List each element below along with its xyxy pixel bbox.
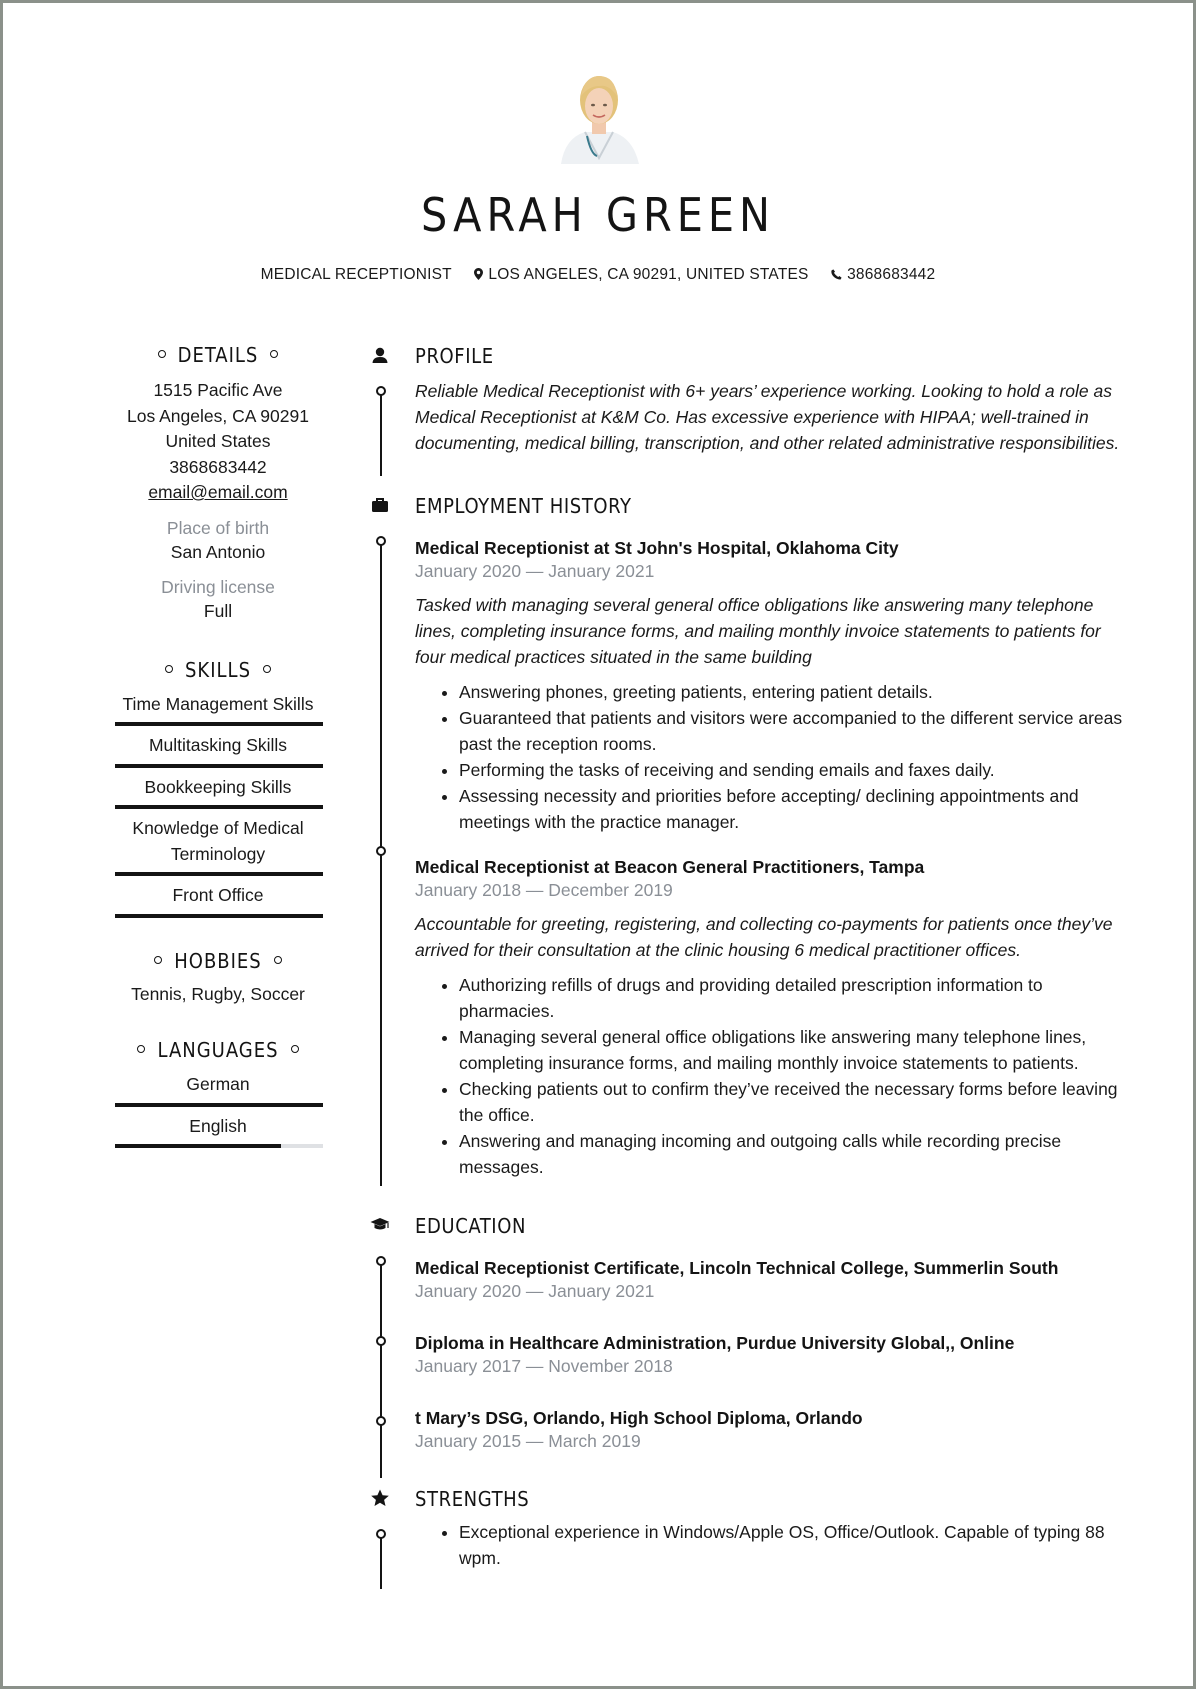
- address-line: Los Angeles, CA 90291: [127, 405, 309, 426]
- license-label: Driving license: [161, 577, 275, 597]
- skills-heading: SKILLS: [110, 655, 326, 685]
- education-entry: [415, 1256, 1130, 1303]
- education-heading: EDUCATION: [415, 1214, 527, 1238]
- email-link[interactable]: email@email.com: [148, 482, 288, 502]
- job-dates: January 2018 — December 2019: [415, 880, 673, 900]
- phone: 3868683442: [831, 266, 935, 283]
- employment-section: [370, 490, 1130, 1210]
- job-bullet: • Performing the tasks of receiving and sending emails and faxes daily.: [459, 757, 1130, 783]
- details-heading: DETAILS: [110, 340, 326, 370]
- strength-bullet: • Exceptional experience in Windows/Apple OS, Office/Outlook. Capable of typing 88 wpm.: [459, 1519, 1130, 1571]
- job-bullets: [415, 972, 1130, 1180]
- job-summary: Tasked with managing several general office obligations like answering many telephone lines, completing insurance forms, and mailing monthly invoice statements to patients for four medical practices situated in the same building: [415, 595, 1101, 667]
- education-title: t Mary’s DSG, Orlando, High School Diploma, Orlando: [415, 1408, 863, 1428]
- license-value: Full: [203, 601, 233, 621]
- contact-line: [0, 266, 1196, 284]
- skill-item: [110, 685, 326, 727]
- skill-label: Bookkeeping Skills: [144, 776, 292, 797]
- language-label: German: [186, 1074, 250, 1094]
- profile-heading: PROFILE: [415, 344, 494, 368]
- candidate-name: SARAH GREEN: [421, 188, 775, 242]
- skill-label: Multitasking Skills: [148, 735, 288, 755]
- skill-label: Front Office: [172, 885, 264, 905]
- profile-photo: [551, 62, 647, 164]
- skill-item: [110, 876, 326, 918]
- hobbies-heading: HOBBIES: [110, 946, 326, 976]
- location: LOS ANGELES, CA 90291, UNITED STATES: [474, 266, 808, 283]
- skill-item: [110, 768, 326, 810]
- profile-section: [370, 340, 1130, 490]
- job-title: Medical Receptionist at Beacon General Practitioners, Tampa: [415, 857, 925, 877]
- job-dates: January 2020 — January 2021: [415, 561, 655, 581]
- address-line: 3868683442: [169, 456, 267, 477]
- language-label: English: [189, 1115, 247, 1136]
- language-level-fill: [115, 1103, 323, 1107]
- address-line: 1515 Pacific Ave: [153, 380, 283, 400]
- languages-list: [110, 1065, 326, 1148]
- language-item: [110, 1065, 326, 1107]
- birth-label: Place of birth: [166, 517, 270, 538]
- map-pin-icon: [474, 268, 483, 280]
- birth-value: San Antonio: [170, 541, 266, 562]
- job-title: Medical Receptionist at St John's Hospital, Oklahoma City: [415, 538, 899, 558]
- education-title: Diploma in Healthcare Administration, Purdue University Global,, Online: [415, 1333, 1015, 1353]
- jobs-list: [415, 536, 1130, 1180]
- strengths-list: [415, 1519, 1130, 1571]
- language-level-bar: [115, 1103, 323, 1107]
- skill-label: Time Management Skills: [122, 693, 314, 714]
- education-dates: January 2020 — January 2021: [415, 1281, 655, 1301]
- education-title: Medical Receptionist Certificate, Lincoln Technical College, Summerlin South: [415, 1258, 1059, 1278]
- main-content: [370, 340, 1130, 1571]
- education-dates: January 2017 — November 2018: [415, 1356, 673, 1376]
- job-bullet: • Managing several general office obligations like answering many telephone lines, completing insurance forms, and mailing monthly invoice statements to patients.: [459, 1024, 1130, 1076]
- profile-text: Reliable Medical Receptionist with 6+ years’ experience working. Looking to hold a role as Medical Receptionist at K&M Co. Has excessive experience with HIPAA; well-trained in documenting, medical billing, transcription, and other related administrative responsibilities.: [415, 381, 1120, 453]
- job-entry: [415, 536, 1130, 835]
- job-title: MEDICAL RECEPTIONIST: [260, 266, 452, 283]
- education-entry: [415, 1331, 1130, 1378]
- language-level-fill: [115, 1144, 281, 1148]
- job-bullet: • Guaranteed that patients and visitors were accompanied to the different service areas past the reception rooms.: [459, 705, 1130, 757]
- skill-item: [110, 809, 326, 876]
- education-section: [370, 1210, 1130, 1483]
- languages-heading: LANGUAGES: [110, 1035, 326, 1065]
- job-summary: Accountable for greeting, registering, and collecting co-payments for patients once they’ve arrived for their consultation at the clinic housing 6 medical practitioner offices.: [415, 914, 1113, 960]
- person-icon: [370, 346, 390, 366]
- language-item: [110, 1107, 326, 1149]
- job-bullet: • Checking patients out to confirm they’ve received the necessary forms before leaving the office.: [459, 1076, 1130, 1128]
- job-bullet: • Answering and managing incoming and outgoing calls while recording precise messages.: [459, 1128, 1130, 1180]
- graduation-cap-icon: [370, 1215, 390, 1235]
- phone-icon: [831, 269, 842, 280]
- star-icon: [370, 1488, 390, 1508]
- skill-item: [110, 726, 326, 768]
- strengths-section: [370, 1483, 1130, 1571]
- job-bullet: • Authorizing refills of drugs and providing detailed prescription information to pharmacies.: [459, 972, 1130, 1024]
- job-bullets: [415, 679, 1130, 835]
- education-list: [415, 1256, 1130, 1453]
- job-bullet: • Assessing necessity and priorities before accepting/ declining appointments and meetings with the practice manager.: [459, 783, 1130, 835]
- employment-heading: EMPLOYMENT HISTORY: [415, 494, 632, 518]
- sidebar: [110, 340, 326, 1148]
- education-entry: [415, 1406, 1130, 1453]
- job-entry: [415, 855, 1130, 1180]
- skills-list: [110, 685, 326, 918]
- job-bullet: • Answering phones, greeting patients, entering patient details.: [459, 679, 1130, 705]
- language-level-bar: [115, 1144, 323, 1148]
- briefcase-icon: [370, 495, 390, 515]
- hobbies-text: Tennis, Rugby, Soccer: [131, 983, 305, 1004]
- address-line: United States: [165, 431, 271, 451]
- strengths-heading: STRENGTHS: [415, 1487, 530, 1511]
- skill-label: Knowledge of Medical Terminology: [132, 818, 304, 864]
- education-dates: January 2015 — March 2019: [415, 1431, 641, 1451]
